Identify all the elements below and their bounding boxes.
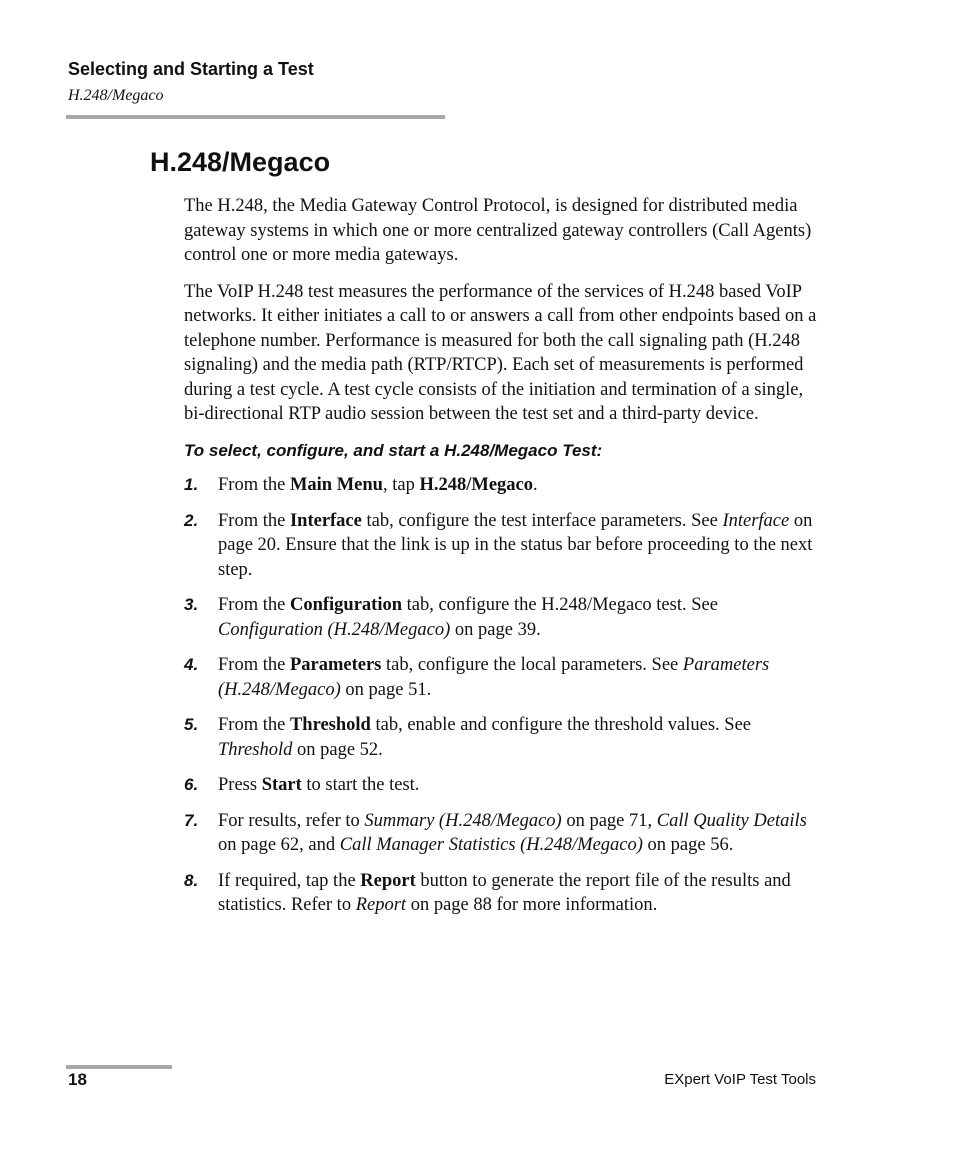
cross-reference: Threshold: [218, 739, 293, 760]
step-number: 4.: [184, 655, 199, 674]
cross-reference: Interface: [722, 510, 790, 531]
section-subtitle: H.248/Megaco: [68, 87, 164, 104]
text-run: The H.248, the Media Gateway Control Protocol, is designed for distributed media gateway systems in which one or more centralized gateway controllers (Call Agents) control one or more media gateways.: [184, 196, 812, 265]
content: [184, 194, 824, 929]
text-run: to start the test.: [301, 775, 420, 795]
body-paragraph: [184, 194, 824, 268]
text-run: , tap: [382, 475, 420, 495]
intro-paragraphs: [184, 194, 824, 427]
step-item: [184, 773, 824, 798]
text-run: on page 20. Ensure that the link is up in the status bar before proceeding to the next step.: [218, 510, 813, 580]
page-number: 18: [68, 1070, 87, 1089]
document-title: EXpert VoIP Test Tools: [664, 1071, 816, 1088]
bold-text: Report: [360, 870, 416, 891]
text-run: From the: [218, 715, 290, 735]
cross-reference: Summary (H.248/Megaco): [364, 810, 562, 831]
text-run: on page 51.: [340, 679, 432, 700]
cross-reference: Call Quality Details: [656, 810, 807, 831]
cross-reference: Call Manager Statistics (H.248/Megaco): [339, 835, 643, 855]
body-paragraph: [184, 280, 824, 427]
step-item: [184, 473, 824, 498]
step-number: 7.: [184, 810, 199, 830]
text-run: tab, configure the H.248/Megaco test. See: [402, 595, 718, 615]
cross-reference: Report: [355, 895, 407, 915]
step-text: [218, 511, 812, 580]
step-number: 2.: [184, 510, 199, 530]
step-text: [218, 475, 538, 495]
text-run: Press: [218, 775, 262, 795]
bold-text: H.248/Megaco: [419, 475, 533, 495]
text-run: on page 88 for more information.: [406, 895, 658, 915]
text-run: From the: [218, 655, 290, 675]
bold-text: Main Menu: [289, 475, 383, 495]
text-run: on page 62, and: [218, 835, 340, 855]
step-number: 3.: [184, 595, 199, 614]
text-run: on page 39.: [450, 619, 541, 640]
step-item: [184, 509, 824, 583]
bold-text: Configuration: [289, 595, 402, 615]
text-run: tab, enable and configure the threshold values. See: [370, 715, 751, 735]
text-run: From the: [218, 510, 290, 531]
text-run: on page 52.: [292, 739, 383, 760]
text-run: .: [533, 475, 538, 495]
text-run: If required, tap the: [218, 870, 361, 891]
step-number: 1.: [184, 475, 199, 494]
bold-text: Parameters: [289, 655, 382, 675]
step-item: [184, 713, 824, 762]
step-item: [184, 809, 824, 858]
text-run: button to generate the report file of the results and statistics. Refer to: [218, 870, 791, 915]
bold-text: Start: [261, 775, 302, 795]
section-title: Selecting and Starting a Test: [68, 59, 314, 79]
step-text: [218, 811, 807, 856]
bold-text: Threshold: [289, 715, 371, 735]
step-item: [184, 869, 824, 918]
step-number: 8.: [184, 870, 199, 890]
step-number: 5.: [184, 715, 199, 734]
text-run: The VoIP H.248 test measures the performance of the services of H.248 based VoIP networks. It either initiates a call to or answers a call from other endpoints based on a telephone number. Performance is measured for both the call signaling path (H.248 signaling) and the media path (RTP/RTCP). Each set of measurements is performed during a test cycle. A test cycle consists of the initiation and termination of a single, bi-directional RTP audio session between the test set and a third-party device.: [184, 281, 817, 424]
text-run: From the: [218, 595, 290, 615]
text-run: tab, configure the local parameters. See: [381, 655, 683, 675]
step-number: 6.: [184, 775, 199, 794]
text-run: on page 71,: [561, 810, 657, 831]
steps-list: [184, 473, 824, 918]
procedure-heading: To select, configure, and start a H.248/Megaco Test:: [184, 440, 603, 460]
footer-rule: [66, 1065, 172, 1069]
page-heading: H.248/Megaco: [150, 147, 331, 177]
step-text: [218, 715, 751, 760]
text-run: tab, configure the test interface parameters. See: [361, 510, 723, 531]
header-rule: [66, 115, 445, 119]
running-header: [68, 58, 314, 106]
step-text: [218, 595, 718, 640]
step-text: [218, 775, 419, 795]
bold-text: Interface: [289, 510, 362, 531]
step-item: [184, 653, 824, 702]
cross-reference: Parameters (H.248/Megaco): [218, 655, 770, 700]
text-run: on page 56.: [642, 835, 734, 855]
cross-reference: Configuration (H.248/Megaco): [218, 619, 451, 640]
step-item: [184, 593, 824, 642]
step-text: [218, 655, 769, 700]
step-text: [218, 871, 791, 916]
text-run: For results, refer to: [218, 810, 365, 831]
text-run: From the: [218, 475, 290, 495]
